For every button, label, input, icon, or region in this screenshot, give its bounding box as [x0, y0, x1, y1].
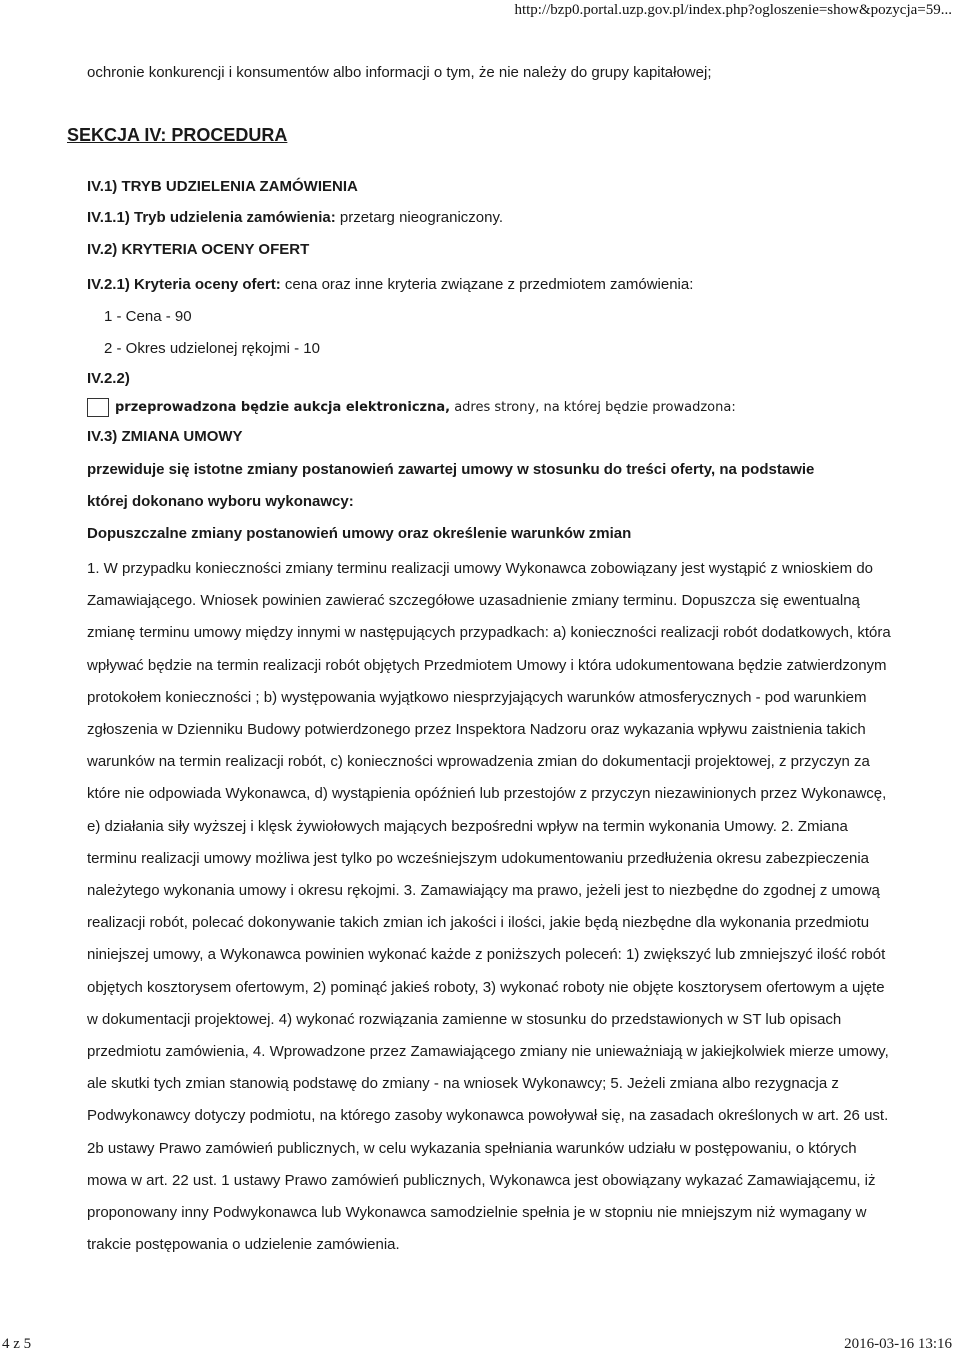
iv11-line [87, 209, 503, 226]
intro-line: ochronie konkurencji i konsumentów albo informacji o tym, że nie należy do grupy kapitałowej; [87, 64, 712, 81]
heading-iv1: IV.1) TRYB UDZIELENIA ZAMÓWIENIA [87, 178, 358, 195]
auction-text [115, 400, 736, 415]
criterion-1: 1 - Cena - 90 [104, 308, 192, 325]
auction-rest: adres strony, na której będzie prowadzona: [450, 400, 736, 415]
iv11-label: IV.1.1) Tryb udzielenia zamówienia: [87, 209, 336, 226]
iv3-line-3: Dopuszczalne zmiany postanowień umowy oraz określenie warunków zmian [87, 525, 632, 542]
iv11-value: przetarg nieograniczony. [335, 209, 504, 226]
print-timestamp: 2016-03-16 13:16 [844, 1336, 952, 1352]
auction-checkbox [87, 398, 109, 417]
iv3-line-2: której dokonano wyboru wykonawcy: [87, 493, 354, 510]
heading-iv2: IV.2) KRYTERIA OCENY OFERT [87, 241, 310, 258]
section-title: SEKCJA IV: PROCEDURA [67, 125, 288, 145]
page-url: http://bzp0.portal.uzp.gov.pl/index.php?ogloszenie=show&pozycja=59... [514, 2, 952, 18]
iv22-label: IV.2.2) [87, 370, 130, 387]
auction-row [87, 398, 736, 417]
criterion-2: 2 - Okres udzielonej rękojmi - 10 [104, 340, 320, 357]
iv21-value: cena oraz inne kryteria związane z przedmiotem zamówienia: [280, 276, 694, 293]
changes-body-text: 1. W przypadku konieczności zmiany terminu realizacji umowy Wykonawca zobowiązany jest wystąpić z wnioskiem do Zamawiającego. Wniosek powinien zawierać szczegółowe uzasadnienie zmiany terminu. Dopuszcza się ewentualną zmianę terminu umowy między innymi w następujących przypadkach: a) konieczności realizacji robót dodatkowych, która wpływać będzie na termin realizacji robót objętych Przedmiotem Umowy i która udokumentowana będzie zatwierdzonym protokołem konieczności ; b) występowania wyjątkowo niesprzyjających warunków atmosferycznych - pod warunkiem zgłoszenia w Dzienniku Budowy potwierdzonego przez Inspektora Nadzoru oraz wykazania wpływu zaistnienia takich warunków na termin realizacji robót, c) konieczności wprowadzenia zmian do dokumentacji projektowej, z przyczyn za które nie odpowiada Wykonawca, d) wystąpienia opóźnień lub przestojów z przyczyn niezawinionych przez Wykonawcę, e) działania siły wyższej i klęsk żywiołowych mających bezpośredni wpływ na termin wykonania Umowy. 2. Zmiana terminu realizacji umowy możliwa jest tylko po wcześniejszym udokumentowaniu przedłużenia okresu zabezpieczenia należytego wykonania umowy i okresu rękojmi. 3. Zamawiający ma prawo, jeżeli jest to niezbędne do zgodnej z umową realizacji robót, polecać dokonywanie takich zmian ich jakości i ilości, jakie będą niezbędne dla wykonania przedmiotu niniejszej umowy, a Wykonawca powinien wykonać każde z poniższych poleceń: 1) zwiększyć lub zmniejszyć ilość robót objętych kosztorysem ofertowym, 2) pominąć jakieś roboty, 3) wykonać roboty nie objęte kosztorysem ofertowym a ujęte w dokumentacji projektowej. 4) wykonać rozwiązania zamienne w stosunku do przedstawionych w ST lub opisach przedmiotu zamówienia, 4. Wprowadzone przez Zamawiającego zmiany nie unieważniają w jakiejkolwiek mierze umowy, ale skutki tych zmian stanowią podstawę do zmiany - na wniosek Wykonawcy; 5. Jeżeli zmiana albo rezygnacja z Podwykonawcy dotyczy podmiotu, na którego zasoby wykonawca powoływał się, na zasadach określonych w art. 26 ust. 2b ustawy Prawo zamówień publicznych, w celu wykazania spełniania warunków udziału w postępowaniu, o których mowa w art. 22 ust. 1 ustawy Prawo zamówień publicznych, Wykonawca jest obowiązany wykazać Zamawiającemu, iż proponowany inny Podwykonawca lub Wykonawca samodzielnie spełnia je w stopniu nie mniejszym niż wymagany w trakcie postępowania o udzielenie zamówienia. [87, 560, 891, 1254]
auction-bold: przeprowadzona będzie aukcja elektroniczna, [115, 400, 451, 415]
iv3-line-1: przewiduje się istotne zmiany postanowień zawartej umowy w stosunku do treści oferty, na podstawie [87, 461, 815, 478]
page-number: 4 z 5 [2, 1336, 32, 1352]
iv21-line [87, 276, 693, 293]
iv21-label: IV.2.1) Kryteria oceny ofert: [87, 276, 281, 293]
heading-iv3: IV.3) ZMIANA UMOWY [87, 428, 243, 445]
